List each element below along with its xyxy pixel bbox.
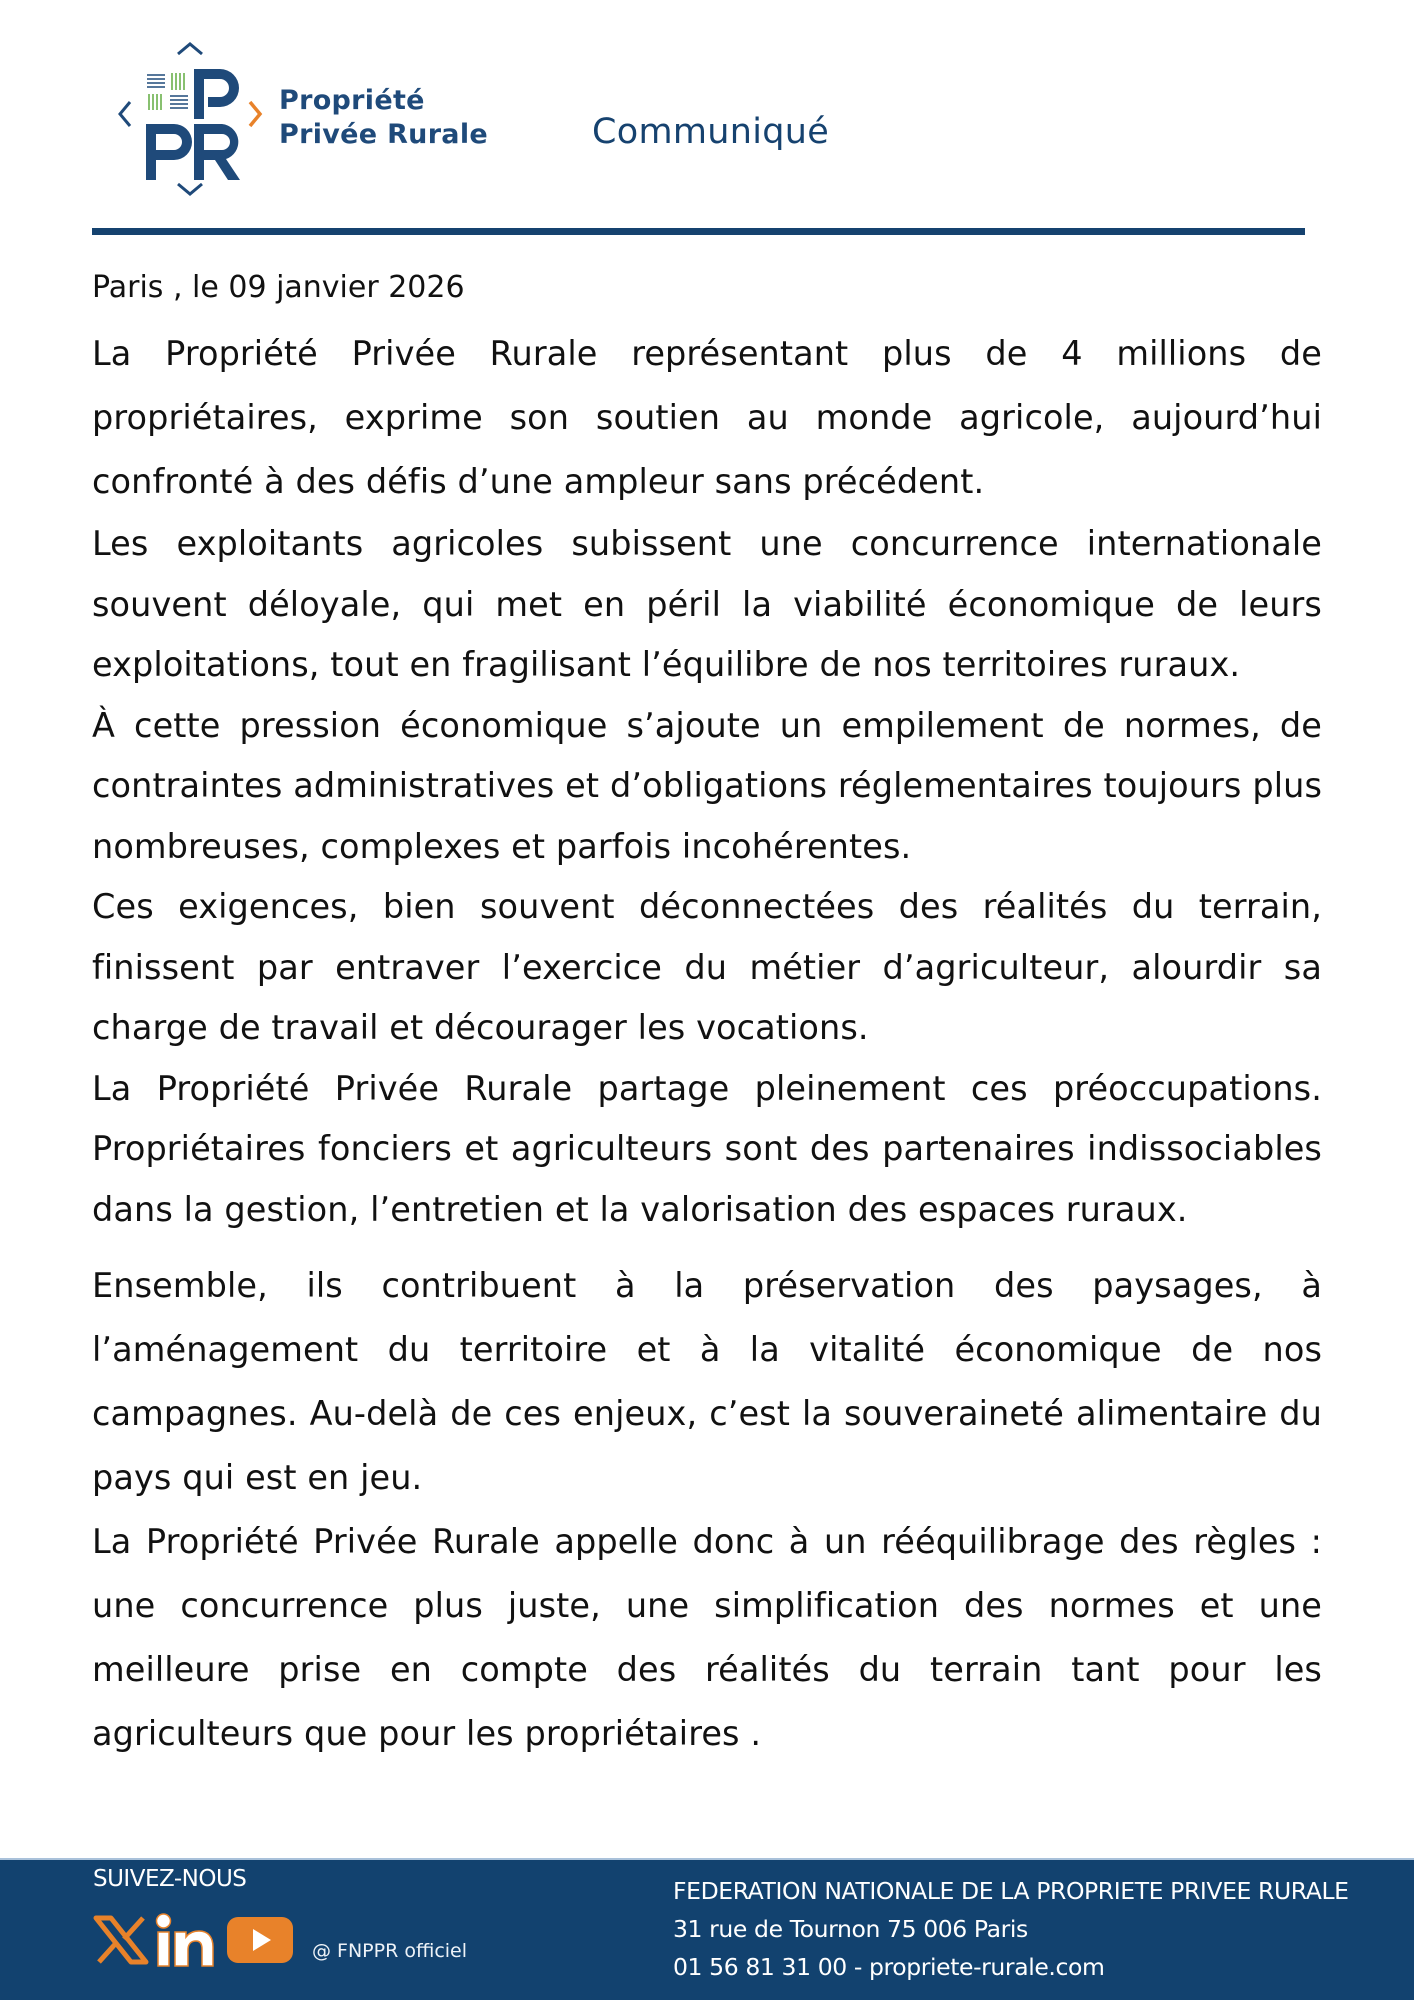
- paragraph: La Propriété Privée Rurale partage pleinement ces préoccupations. Propriétaires fonciers et agriculteurs sont des partenaires indissociables dans la gestion, l’entretien et la valorisation des espaces ruraux.: [92, 1068, 1322, 1229]
- social-handle: @ FNPPR officiel: [312, 1940, 468, 1962]
- header-divider: [92, 228, 1305, 235]
- monogram-r: [194, 124, 240, 180]
- paragraph: À cette pression économique s’ajoute un empilement de normes, de contraintes administratives et d’obligations réglementaires toujours plus nombreuses, complexes et parfois incohérentes.: [92, 705, 1322, 866]
- youtube-icon[interactable]: [225, 1915, 295, 1969]
- header: [0, 0, 1414, 240]
- document-type: Communiqué: [592, 112, 830, 152]
- paragraph: Les exploitants agricoles subissent une concurrence internationale souvent déloyale, qui met en péril la viabilité économique de leurs exploitations, tout en fragilisant l’équilibre de nos territoires ruraux.: [92, 524, 1322, 684]
- dateline: Paris , le 09 janvier 2026: [92, 270, 465, 305]
- footer: [0, 1858, 1414, 2000]
- ppr-logo: [114, 42, 274, 197]
- organization-info: [673, 1872, 1349, 1986]
- stripes-icon: [147, 73, 188, 110]
- monogram-p-top: [194, 69, 239, 119]
- paragraph: Ces exigences, bien souvent déconnectées des réalités du terrain, finissent par entraver l’exercice du métier d’agriculteur, alourdir sa charge de travail et décourager les vocations.: [92, 887, 1322, 1047]
- follow-us-label: SUIVEZ-NOUS: [93, 1866, 247, 1892]
- organization-contact[interactable]: 01 56 81 31 00 - propriete-rurale.com: [673, 1953, 1105, 1981]
- x-icon[interactable]: [93, 1915, 149, 1969]
- logo-wordmark: [279, 84, 488, 152]
- chevron-up-icon: [178, 44, 202, 54]
- paragraph: La Propriété Privée Rurale appelle donc à un rééquilibrage des règles : une concurrence plus juste, une simplification des normes et une meilleure prise en compte des réalités du terrain tant pour les agriculteurs que pour les propriétaires .: [92, 1522, 1322, 1753]
- logo-line-1: Propriété: [279, 85, 425, 116]
- press-release-body: [92, 268, 1322, 1766]
- chevron-down-icon: [178, 184, 202, 194]
- logo-line-2: Privée Rurale: [279, 119, 488, 150]
- monogram-p-bottom: [146, 124, 192, 180]
- organization-name: FEDERATION NATIONALE DE LA PROPRIETE PRIVEE RURALE: [673, 1877, 1349, 1905]
- paragraph: La Propriété Privée Rurale représentant plus de 4 millions de propriétaires, exprime son soutien au monde agricole, aujourd’hui confronté à des défis d’une ampleur sans précédent.: [92, 334, 1322, 501]
- chevron-left-icon: [120, 102, 130, 126]
- chevron-right-icon: [250, 102, 260, 126]
- organization-address: 31 rue de Tournon 75 006 Paris: [673, 1915, 1028, 1943]
- paragraph: Ensemble, ils contribuent à la préservation des paysages, à l’aménagement du territoire et à la vitalité économique de nos campagnes. Au-delà de ces enjeux, c’est la souveraineté alimentaire du pays qui est en jeu.: [92, 1266, 1322, 1497]
- linkedin-icon[interactable]: [155, 1912, 219, 1972]
- social-links: [93, 1914, 301, 1970]
